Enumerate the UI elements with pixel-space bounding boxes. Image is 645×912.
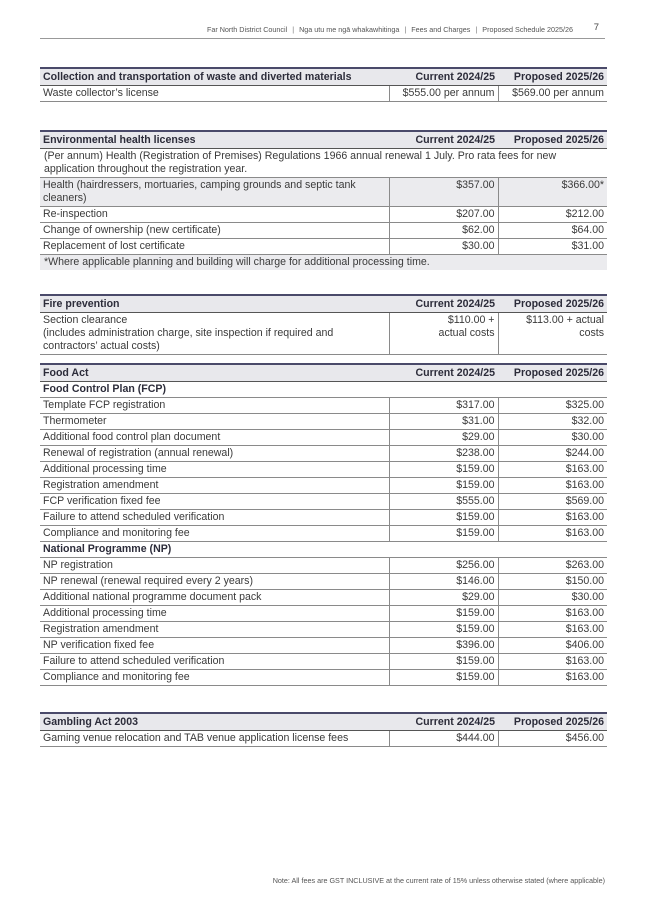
- fee-current: $256.00: [389, 558, 498, 574]
- column-header-current: Current 2024/25: [389, 713, 498, 731]
- fee-current: $159.00: [389, 462, 498, 478]
- fee-current: $159.00: [389, 654, 498, 670]
- table-row: [40, 606, 607, 622]
- table-row: [40, 446, 607, 462]
- fee-proposed: $163.00: [498, 622, 607, 638]
- fee-item: NP renewal (renewal required every 2 years): [40, 574, 389, 590]
- fee-item: Additional processing time: [40, 606, 389, 622]
- fee-proposed: $366.00*: [498, 178, 607, 207]
- table-row: [40, 731, 607, 747]
- table-row: [40, 590, 607, 606]
- fee-item: [40, 313, 389, 355]
- table-row: [40, 574, 607, 590]
- fee-proposed: $406.00: [498, 638, 607, 654]
- section-heading-row: [40, 542, 607, 558]
- table-row: [40, 622, 607, 638]
- fee-proposed: $325.00: [498, 398, 607, 414]
- fee-proposed: $31.00: [498, 239, 607, 255]
- fee-current-line2: actual costs: [438, 327, 495, 339]
- fee-current: $29.00: [389, 430, 498, 446]
- fee-proposed: $569.00: [498, 494, 607, 510]
- page-header: [40, 22, 605, 38]
- fee-proposed: $64.00: [498, 223, 607, 239]
- table-row: [40, 654, 607, 670]
- waste-table: [40, 67, 607, 102]
- gst-footnote: Note: All fees are GST INCLUSIVE at the current rate of 15% unless otherwise stated (where applicable): [272, 876, 605, 885]
- fee-proposed: $163.00: [498, 510, 607, 526]
- table-row: [40, 526, 607, 542]
- page-number: 7: [593, 22, 599, 33]
- fee-item: Compliance and monitoring fee: [40, 670, 389, 686]
- column-header-current: Current 2024/25: [389, 131, 498, 149]
- fee-item: Health (hairdressers, mortuaries, camping grounds and septic tank cleaners): [40, 178, 389, 207]
- fee-current: $146.00: [389, 574, 498, 590]
- fee-current: $159.00: [389, 510, 498, 526]
- fee-item-line1: Section clearance: [43, 314, 128, 326]
- np-rows: [40, 558, 607, 686]
- table-title: Fire prevention: [40, 295, 389, 313]
- header-council: Far North District Council: [206, 25, 288, 34]
- fee-current: $30.00: [389, 239, 498, 255]
- fcp-rows: [40, 398, 607, 542]
- fee-proposed: $263.00: [498, 558, 607, 574]
- column-header-proposed: Proposed 2025/26: [498, 68, 607, 86]
- table-title: Collection and transportation of waste and diverted materials: [40, 68, 389, 86]
- fee-proposed-line1: $113.00 + actual: [526, 314, 604, 326]
- fee-proposed: $569.00 per annum: [498, 86, 607, 102]
- fee-item: Template FCP registration: [40, 398, 389, 414]
- env-health-table: [40, 130, 607, 270]
- fee-item-line2: (includes administration charge, site inspection if required and contractors’ actual costs): [43, 327, 334, 352]
- fee-current: $207.00: [389, 207, 498, 223]
- fee-proposed: $30.00: [498, 430, 607, 446]
- fee-proposed: $163.00: [498, 670, 607, 686]
- fee-item: Additional national programme document pack: [40, 590, 389, 606]
- table-row: [40, 398, 607, 414]
- fee-current-line1: $110.00 +: [447, 314, 495, 326]
- fee-proposed: $150.00: [498, 574, 607, 590]
- gambling-table: [40, 712, 607, 747]
- table-row: [40, 670, 607, 686]
- fee-item: NP verification fixed fee: [40, 638, 389, 654]
- table-header-row: [40, 713, 607, 731]
- fee-current: $159.00: [389, 670, 498, 686]
- fee-proposed: $163.00: [498, 478, 607, 494]
- fee-current: $31.00: [389, 414, 498, 430]
- fee-current: $555.00: [389, 494, 498, 510]
- header-doc: Fees and Charges: [411, 25, 471, 34]
- table-row: [40, 178, 607, 207]
- table-row: [40, 239, 607, 255]
- fee-current: $29.00: [389, 590, 498, 606]
- column-header-proposed: Proposed 2025/26: [498, 295, 607, 313]
- fee-proposed: $212.00: [498, 207, 607, 223]
- table-row: [40, 510, 607, 526]
- table-header-row: [40, 68, 607, 86]
- table-row: [40, 462, 607, 478]
- table-row: [40, 414, 607, 430]
- env-footnote: *Where applicable planning and building will charge for additional processing time.: [40, 255, 607, 271]
- fee-item: Thermometer: [40, 414, 389, 430]
- fee-current: $396.00: [389, 638, 498, 654]
- fee-proposed: $163.00: [498, 654, 607, 670]
- header-text: Far North District Council | Nga utu me ngā whakawhitinga | Fees and Charges | Proposed Schedule 2025/26: [206, 25, 573, 34]
- column-header-current: Current 2024/25: [389, 295, 498, 313]
- column-header-current: Current 2024/25: [389, 68, 498, 86]
- fee-item: Additional food control plan document: [40, 430, 389, 446]
- fee-item: Registration amendment: [40, 478, 389, 494]
- fire-prevention-table: [40, 294, 607, 355]
- fee-current: $317.00: [389, 398, 498, 414]
- fee-item: Additional processing time: [40, 462, 389, 478]
- fee-item: NP registration: [40, 558, 389, 574]
- fee-item: Re-inspection: [40, 207, 389, 223]
- column-header-proposed: Proposed 2025/26: [498, 131, 607, 149]
- table-row: [40, 255, 607, 271]
- fee-current: $62.00: [389, 223, 498, 239]
- fee-item: Waste collector’s license: [40, 86, 389, 102]
- table-row: [40, 494, 607, 510]
- fee-item: Registration amendment: [40, 622, 389, 638]
- fee-proposed: $30.00: [498, 590, 607, 606]
- fee-proposed: $244.00: [498, 446, 607, 462]
- fee-proposed: [498, 313, 607, 355]
- food-act-table: [40, 363, 607, 686]
- table-header-row: [40, 295, 607, 313]
- header-divider: [40, 38, 605, 39]
- fee-item: Failure to attend scheduled verification: [40, 654, 389, 670]
- fee-current: $444.00: [389, 731, 498, 747]
- column-header-proposed: Proposed 2025/26: [498, 713, 607, 731]
- fee-current: $159.00: [389, 606, 498, 622]
- np-heading: National Programme (NP): [40, 542, 607, 558]
- table-row: [40, 207, 607, 223]
- fee-item: Renewal of registration (annual renewal): [40, 446, 389, 462]
- table-row: [40, 638, 607, 654]
- table-row: [40, 223, 607, 239]
- fee-item: Compliance and monitoring fee: [40, 526, 389, 542]
- table-title: Food Act: [40, 364, 389, 382]
- table-title: Gambling Act 2003: [40, 713, 389, 731]
- fee-current: $357.00: [389, 178, 498, 207]
- fee-current: $159.00: [389, 622, 498, 638]
- fee-current: $238.00: [389, 446, 498, 462]
- table-header-row: [40, 364, 607, 382]
- table-row: [40, 430, 607, 446]
- table-row: [40, 313, 607, 355]
- fee-item: Failure to attend scheduled verification: [40, 510, 389, 526]
- fee-proposed: $163.00: [498, 526, 607, 542]
- column-header-current: Current 2024/25: [389, 364, 498, 382]
- section-heading-row: [40, 382, 607, 398]
- fee-current: $555.00 per annum: [389, 86, 498, 102]
- header-section: Nga utu me ngā whakawhitinga: [299, 25, 400, 34]
- fee-item: Gaming venue relocation and TAB venue application license fees: [40, 731, 389, 747]
- env-intro-text: (Per annum) Health (Registration of Premises) Regulations 1966 annual renewal 1 July. Pro rata fees for new application throughout the registration year.: [40, 149, 607, 178]
- fee-item: Replacement of lost certificate: [40, 239, 389, 255]
- fcp-heading: Food Control Plan (FCP): [40, 382, 607, 398]
- table-header-row: [40, 131, 607, 149]
- fee-proposed: $163.00: [498, 606, 607, 622]
- fee-proposed-line2: costs: [579, 327, 604, 339]
- table-title: Environmental health licenses: [40, 131, 389, 149]
- fee-current: $159.00: [389, 478, 498, 494]
- table-row: [40, 478, 607, 494]
- fee-current: $159.00: [389, 526, 498, 542]
- table-row: [40, 149, 607, 178]
- table-row: [40, 558, 607, 574]
- fee-item: Change of ownership (new certificate): [40, 223, 389, 239]
- column-header-proposed: Proposed 2025/26: [498, 364, 607, 382]
- fee-proposed: $456.00: [498, 731, 607, 747]
- fee-item: FCP verification fixed fee: [40, 494, 389, 510]
- fee-proposed: $163.00: [498, 462, 607, 478]
- table-row: [40, 86, 607, 102]
- fee-proposed: $32.00: [498, 414, 607, 430]
- header-schedule: Proposed Schedule 2025/26: [482, 25, 573, 34]
- fee-current: [389, 313, 498, 355]
